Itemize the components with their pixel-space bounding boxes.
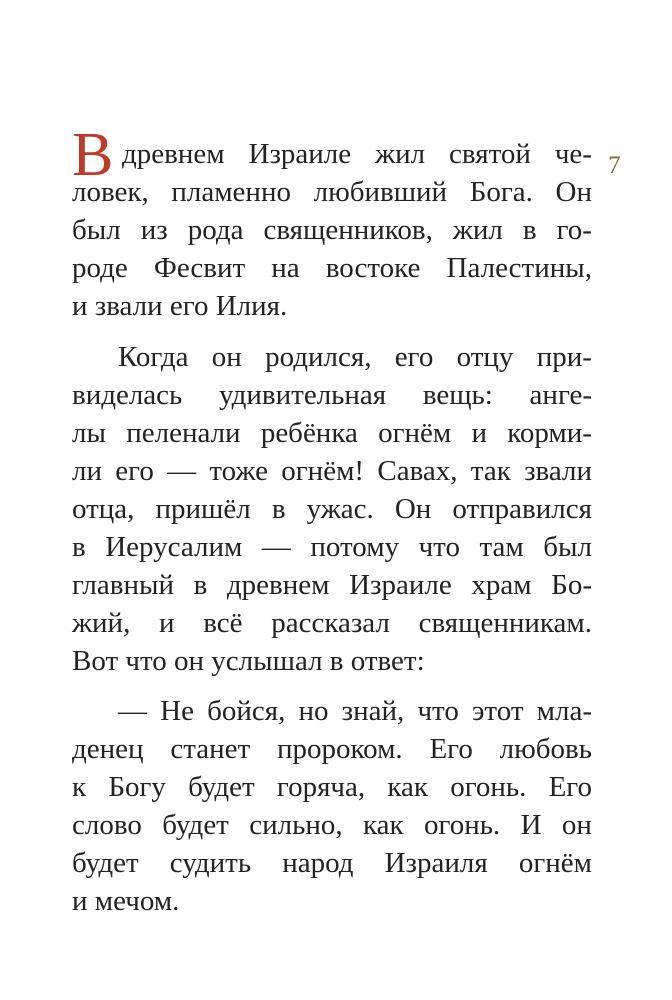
word: Бога. [469,176,533,208]
word: горяча, [276,771,366,803]
word: вещь: [422,379,493,411]
word: что [417,695,459,727]
word: Когда [118,341,189,373]
word: судить [169,847,252,879]
word: знай, [341,695,405,727]
word: денец [72,733,144,765]
word: рода [187,214,244,246]
text-line [122,136,592,172]
word: там [479,531,524,563]
word: огнём! [281,455,365,487]
word: древнем [122,138,225,170]
text-line [72,731,592,767]
word: удивительная [218,379,387,411]
word: храм [471,569,532,601]
word: бойся, [207,695,286,727]
text-line [118,339,592,375]
text-line [72,174,592,210]
text-line [72,250,592,286]
word: будет [188,771,255,803]
text-line [72,567,592,603]
word: в [193,569,208,601]
text-line [72,377,592,413]
word: родился, [265,341,372,373]
word: Его [429,733,473,765]
word: Не [160,695,194,727]
word: при- [536,341,592,373]
word: и звали его Илия. [72,290,288,322]
word: народ [282,847,354,879]
word: любовь [499,733,592,765]
word: жий, [72,607,131,639]
word: любивший [313,176,448,208]
word: востоке [325,252,421,284]
word: жил [375,138,426,170]
word: Бо- [551,569,592,601]
word: но [298,695,329,727]
text-line [72,288,287,324]
word: этот [471,695,524,727]
word: огнём [518,847,592,879]
word: сильно, [249,809,343,841]
word: лы [72,417,106,449]
word: виделась [72,379,183,411]
text-line [72,769,592,805]
word: Израиле [349,569,452,601]
drop-cap: В [72,121,114,189]
word: священникам. [418,607,592,639]
word: будет [72,847,139,879]
word: анге- [529,379,592,411]
word: и мечом. [72,885,180,917]
word: ребёнка [260,417,358,449]
word: — [118,695,147,727]
word: огонь. [450,771,527,803]
word: в [271,493,286,525]
text-line [118,693,592,729]
word: Палестины, [446,252,592,284]
word: на [271,252,300,284]
word: пророком. [276,733,403,765]
text-line [72,491,592,527]
word: был [72,214,121,246]
word: святой [449,138,531,170]
text-line [72,415,592,451]
word: пеленали [126,417,241,449]
word: пришёл [155,493,251,525]
word: был [543,531,592,563]
word: в [522,214,537,246]
word: Фесвит [153,252,246,284]
word: тоже [209,455,268,487]
text-line [72,605,592,641]
word: огнём [378,417,452,449]
text-line [72,529,592,565]
word: отца, [72,493,135,525]
word: го- [556,214,592,246]
word: жил [452,214,503,246]
word: священников, [263,214,433,246]
word: — [261,531,291,563]
word: Он [394,493,432,525]
word: станет [170,733,251,765]
word: и [159,607,175,639]
word: как [387,771,428,803]
text-line [72,807,592,843]
text-line [72,453,592,489]
word: звали [524,455,592,487]
word: Богу [108,771,166,803]
word: древнем [226,569,330,601]
word: — [167,455,197,487]
word: огонь. [424,809,501,841]
word: отцу [456,341,514,373]
word: Он [555,176,592,208]
word: к [72,771,87,803]
word: Савах, [377,455,458,487]
word: слово [72,809,142,841]
word: корми- [507,417,592,449]
word: он [561,809,592,841]
word: его [115,455,154,487]
word: и [471,417,487,449]
word: рассказал [271,607,390,639]
text-line [72,845,592,881]
word: Вот что он услышал в ответ: [72,645,425,677]
word: в [72,531,86,563]
text-line [72,212,592,248]
word: что [418,531,460,563]
word: Иерусалим [105,531,243,563]
word: пламенно [171,176,291,208]
word: Израиля [384,847,488,879]
word: главный [72,569,174,601]
word: И [520,809,542,841]
word: так [470,455,511,487]
word: он [211,341,242,373]
word: всё [203,607,243,639]
text-line [72,643,425,679]
word: мла- [536,695,592,727]
word: ловек, [72,176,149,208]
word: Израиле [248,138,352,170]
word: как [363,809,404,841]
word: будет [162,809,229,841]
word: из [140,214,168,246]
word: отправился [452,493,592,525]
word: потому [310,531,400,563]
word: Его [548,771,592,803]
text-line [72,883,179,919]
word: ли [72,455,102,487]
word: роде [72,252,128,284]
word: ужас. [306,493,374,525]
page-number: 7 [608,152,621,179]
word: его [394,341,434,373]
word: че- [554,138,592,170]
